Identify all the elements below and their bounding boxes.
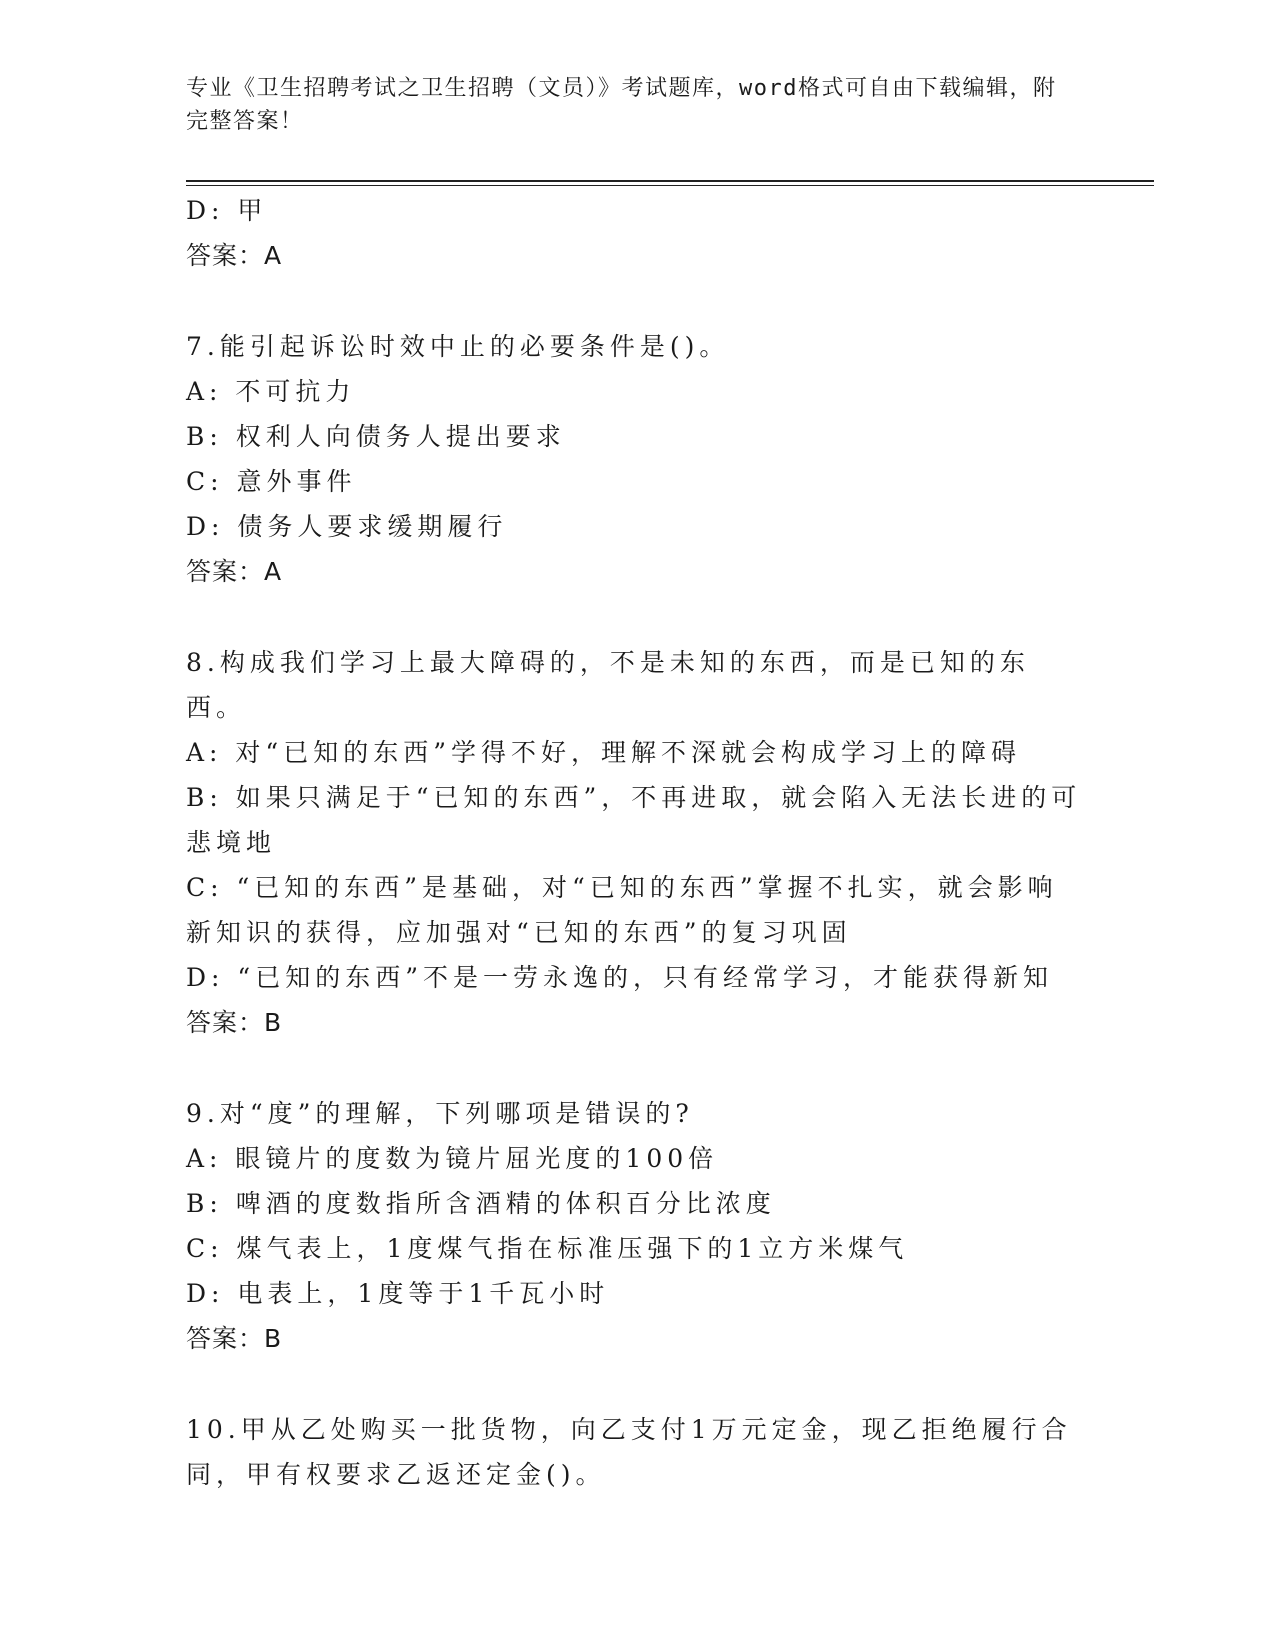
question-7 [186,324,1086,594]
option-a: A: 眼镜片的度数为镜片屈光度的100倍 [186,1144,719,1173]
header-divider-top [186,180,1154,182]
option-b: B: 啤酒的度数指所含酒精的体积百分比浓度 [186,1189,776,1218]
option-d: D: 电表上，1度等于1千瓦小时 [186,1279,610,1308]
answer: 答案：B [186,1324,283,1353]
document-header: 专业《卫生招聘考试之卫生招聘（文员）》考试题库，word格式可自由下载编辑，附完整答案！ [186,76,1057,134]
question-title: 8.构成我们学习上最大障碍的，不是未知的东西，而是已知的东西。 [186,648,1030,722]
option-b: B: 权利人向债务人提出要求 [186,422,566,451]
prev-option-d: D: 甲 [186,196,268,225]
option-a: A: 对“已知的东西”学得不好，理解不深就会构成学习上的障碍 [186,738,1021,767]
option-d: D: 债务人要求缓期履行 [186,512,508,541]
question-content [186,188,1086,1497]
question-title: 10.甲从乙处购买一批货物，向乙支付1万元定金，现乙拒绝履行合同，甲有权要求乙返还定金()。 [186,1415,1072,1489]
question-title: 7.能引起诉讼时效中止的必要条件是()。 [186,332,730,361]
option-c: C: 意外事件 [186,467,357,496]
answer: 答案：B [186,1008,283,1037]
question-8 [186,640,1086,1045]
header-divider-bottom [186,185,1154,186]
option-b: B: 如果只满足于“已知的东西”，不再进取，就会陷入无法长进的可悲境地 [186,783,1082,857]
question-10 [186,1407,1086,1497]
option-c: C: 煤气表上，1度煤气指在标准压强下的1立方米煤气 [186,1234,909,1263]
prev-answer: 答案：A [186,241,283,270]
answer: 答案：A [186,557,283,586]
question-title: 9.对“度”的理解，下列哪项是错误的? [186,1099,694,1128]
question-9 [186,1091,1086,1361]
option-a: A: 不可抗力 [186,377,356,406]
option-d: D: “已知的东西”不是一劳永逸的，只有经常学习，才能获得新知 [186,963,1053,992]
option-c: C: “已知的东西”是基础，对“已知的东西”掌握不扎实，就会影响新知识的获得，应加强对“已知的东西”的复习巩固 [186,873,1058,947]
